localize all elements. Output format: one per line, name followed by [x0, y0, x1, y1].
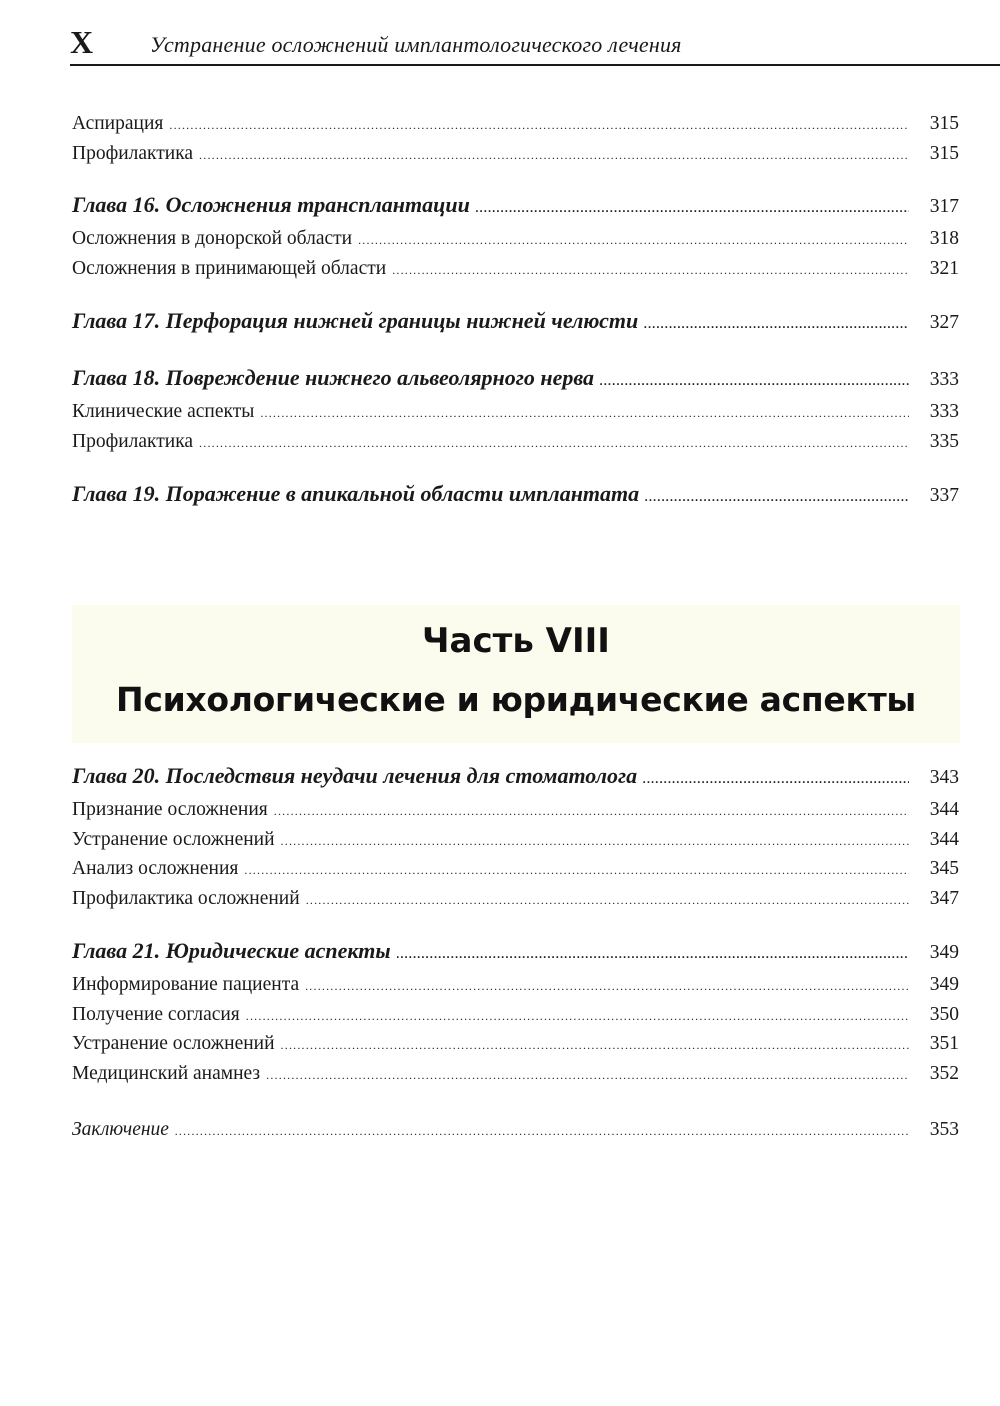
dot-leader — [305, 980, 909, 992]
chapter-heading[interactable] — [72, 479, 959, 509]
chapter-page: 317 — [929, 196, 959, 217]
toc-entry-label: Устранение осложнений — [72, 1033, 275, 1054]
toc-entry[interactable] — [72, 1029, 959, 1059]
toc-entry-label: Осложнения в принимающей области — [72, 257, 387, 279]
toc-entry-page: 335 — [929, 430, 959, 452]
chapter-heading[interactable] — [72, 936, 959, 966]
toc-entry-label: Профилактика — [72, 142, 194, 164]
dot-leader — [244, 864, 909, 876]
toc-entry[interactable] — [72, 854, 959, 884]
part-banner — [72, 605, 960, 743]
toc-chapter-20 — [72, 761, 959, 913]
toc-chapter-17 — [72, 306, 959, 336]
toc-entry[interactable] — [72, 1059, 959, 1089]
dot-leader — [281, 1039, 909, 1051]
conclusion-page: 353 — [929, 1119, 959, 1140]
toc-entry-label: Признание осложнения — [72, 799, 268, 820]
toc-chapter-19 — [72, 479, 959, 509]
toc-chapter-16 — [72, 190, 959, 283]
toc-entry-label: Клинические аспекты — [72, 401, 255, 422]
toc-entry[interactable] — [72, 224, 959, 254]
toc-entry-page: 350 — [929, 1003, 959, 1025]
chapter-heading[interactable] — [72, 306, 959, 336]
toc-entry[interactable] — [72, 1000, 959, 1030]
chapter-heading[interactable] — [72, 363, 959, 393]
dot-leader — [169, 119, 909, 131]
dot-leader — [600, 375, 909, 387]
toc-entry-label: Устранение осложнений — [72, 828, 275, 850]
chapter-title: Глава 19. Поражение в апикальной области имплантата — [72, 481, 640, 506]
toc-entry[interactable] — [72, 109, 959, 139]
toc-entry[interactable] — [72, 427, 959, 457]
toc-entry[interactable] — [72, 884, 959, 914]
conclusion-label: Заключение — [72, 1119, 169, 1140]
dot-leader — [266, 1069, 909, 1081]
toc-entry[interactable] — [72, 795, 959, 825]
toc-entry-label: Осложнения в донорской области — [72, 228, 353, 249]
dot-leader — [246, 1010, 909, 1022]
toc-section-continuation — [72, 109, 959, 168]
toc-entry-page: 315 — [929, 142, 959, 164]
dot-leader — [199, 437, 909, 449]
toc-entry-label: Профилактика — [72, 430, 194, 452]
toc-entry-page: 349 — [929, 974, 959, 995]
toc-entry-label: Профилактика осложнений — [72, 887, 300, 909]
dot-leader — [397, 948, 909, 960]
toc-entry-page: 344 — [929, 799, 959, 820]
header-rule — [70, 64, 1000, 66]
toc-entry-page: 347 — [929, 887, 959, 909]
running-header — [70, 22, 1000, 66]
toc-entry-page: 351 — [929, 1033, 959, 1054]
dot-leader — [644, 318, 909, 330]
toc-entry-label: Получение согласия — [72, 1003, 240, 1025]
dot-leader — [175, 1125, 909, 1137]
toc-entry[interactable] — [72, 825, 959, 855]
dot-leader — [281, 835, 909, 847]
dot-leader — [358, 234, 909, 246]
toc-conclusion — [72, 1115, 959, 1145]
chapter-page: 327 — [929, 312, 959, 333]
conclusion-entry[interactable] — [72, 1115, 959, 1145]
toc-entry-page: 345 — [929, 858, 959, 879]
toc-entry[interactable] — [72, 139, 959, 169]
dot-leader — [645, 491, 909, 503]
chapter-page: 333 — [929, 369, 959, 390]
page-number-roman: X — [70, 24, 94, 60]
dot-leader — [306, 894, 909, 906]
dot-leader — [199, 149, 909, 161]
toc-entry-label: Анализ осложнения — [72, 858, 239, 879]
chapter-page: 349 — [929, 942, 959, 963]
toc-entry-label: Медицинский анамнез — [72, 1062, 261, 1084]
toc-entry-page: 352 — [929, 1062, 959, 1084]
chapter-title: Глава 20. Последствия неудачи лечения для стоматолога — [72, 763, 638, 788]
chapter-title: Глава 16. Осложнения трансплантации — [72, 192, 470, 217]
part-number: Часть VIII — [422, 621, 610, 661]
dot-leader — [392, 264, 909, 276]
toc-entry-page: 315 — [929, 113, 959, 134]
chapter-page: 337 — [929, 485, 959, 506]
toc-entry-page: 344 — [929, 828, 959, 850]
toc-entry[interactable] — [72, 254, 959, 284]
chapter-page: 343 — [929, 767, 959, 788]
toc-entry-page: 333 — [929, 401, 959, 422]
chapter-title: Глава 21. Юридические аспекты — [72, 938, 391, 963]
toc-entry-page: 321 — [929, 257, 959, 279]
chapter-title: Глава 17. Перфорация нижней границы нижней челюсти — [72, 308, 639, 333]
dot-leader — [476, 202, 909, 214]
running-title: Устранение осложнений имплантологического лечения — [150, 32, 682, 57]
part-title: Психологические и юридические аспекты — [116, 680, 916, 719]
dot-leader — [643, 773, 909, 785]
chapter-title: Глава 18. Повреждение нижнего альвеолярного нерва — [72, 365, 595, 390]
toc-entry-label: Информирование пациента — [72, 974, 300, 995]
toc-chapter-18 — [72, 363, 959, 456]
chapter-heading[interactable] — [72, 761, 959, 791]
dot-leader — [274, 805, 909, 817]
toc-entry[interactable] — [72, 970, 959, 1000]
dot-leader — [260, 407, 909, 419]
toc-entry-label: Аспирация — [72, 113, 164, 134]
toc-entry[interactable] — [72, 397, 959, 427]
toc-entry-page: 318 — [929, 228, 959, 249]
chapter-heading[interactable] — [72, 190, 959, 220]
toc-chapter-21 — [72, 936, 959, 1088]
